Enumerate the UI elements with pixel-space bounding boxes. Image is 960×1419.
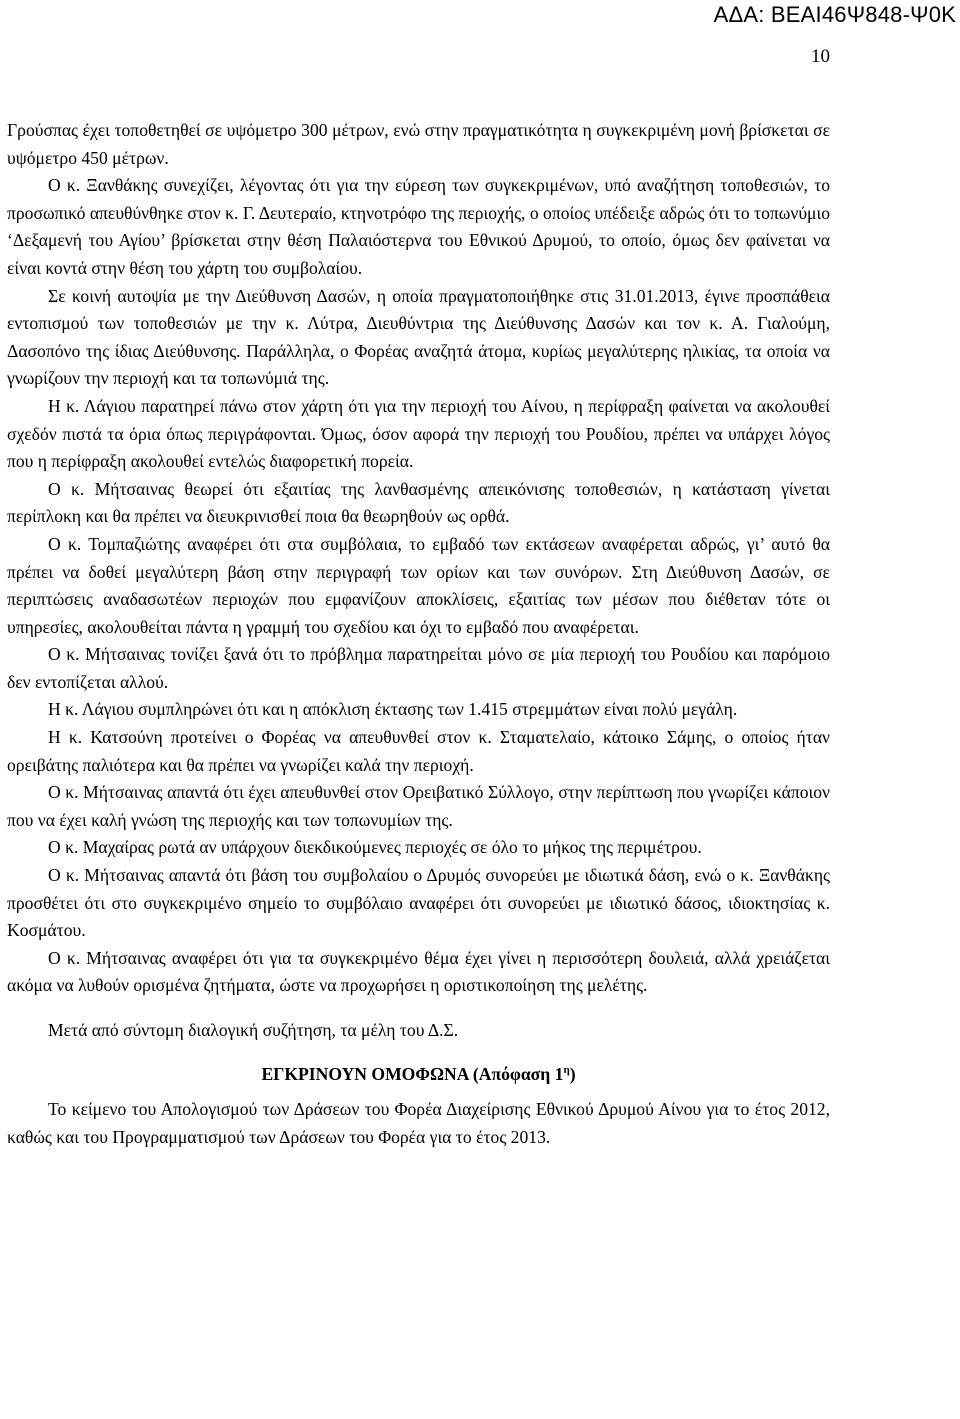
paragraph: Ο κ. Μήτσαινας αναφέρει ότι για τα συγκεκριμένο θέμα έχει γίνει η περισσότερη δουλειά, αλλά χρειάζεται ακόμα να λυθούν ορισμένα ζητήματα, ώστε να προχωρήσει η οριστικοποίηση της μελέτης. xyxy=(7,947,830,996)
paragraph: Ο κ. Μήτσαινας απαντά ότι βάση του συμβολαίου ο Δρυμός συνορεύει με ιδιωτικά δάση, ενώ ο κ. Ξανθάκης προσθέτει ότι στο συγκεκριμένο σημείο το συμβόλαιο αναφέρει ότι συνορεύει με ιδιωτικό δάσος, ιδιοκτησίας κ. Κοσμάτου. xyxy=(7,865,830,941)
decision-heading-close: ) xyxy=(569,1063,576,1084)
paragraph: Σε κοινή αυτοψία με την Διεύθυνση Δασών, η οποία πραγματοποιήθηκε στις 31.01.2013, έγινε προσπάθεια εντοπισμού των τοποθεσιών με την κ. Λύτρα, Διευθύντρια της Διεύθυνσης Δασών και τον κ. Α. Γιαλούμη, Δασοπόνο της ίδιας Διεύθυνσης. Παράλληλα, ο Φορέας αναζητά άτομα, κυρίως μεγαλύτερης ηλικίας, τα οποία να γνωρίζουν την περιοχή και τα τοπωνύμιά της. xyxy=(7,285,830,389)
paragraph: Η κ. Λάγιου συμπληρώνει ότι και η απόκλιση έκτασης των 1.415 στρεμμάτων είναι πολύ μεγάλη. xyxy=(48,699,738,720)
decision-heading-sup: η xyxy=(563,1063,570,1076)
paragraph: Ο κ. Τομπαζιώτης αναφέρει ότι στα συμβόλαια, το εμβαδό των εκτάσεων αναφέρεται αδρώς, γι’ αυτό θα πρέπει να δοθεί μεγαλύτερη βάση στην περιγραφή των ορίων και των συνόρων. Στη Διεύθυνση Δασών, σε περιπτώσεις αναδασωτέων περιοχών που εμφανίζουν αποκλίσεις, εξαιτίας των μέσων που διέθεταν τότε οι υπηρεσίες, ακολουθείται πάντα η γραμμή του σχεδίου και όχι το εμβαδό που αναφέρεται. xyxy=(7,533,830,637)
decision-heading xyxy=(7,1061,830,1089)
paragraph: Ο κ. Μήτσαινας τονίζει ξανά ότι το πρόβλημα παρατηρείται μόνο σε μία περιοχή του Ρουδίου και παρόμοιο δεν εντοπίζεται αλλού. xyxy=(7,644,830,692)
paragraph: Ο κ. Μήτσαινας απαντά ότι έχει απευθυνθεί στον Ορειβατικό Σύλλογο, στην περίπτωση που γνωρίζει κάποιον που να έχει καλή γνώση της περιοχής και των τοπωνυμίων της. xyxy=(7,782,830,830)
paragraph: Ο κ. Ξανθάκης συνεχίζει, λέγοντας ότι για την εύρεση των συγκεκριμένων, υπό αναζήτηση τοποθεσιών, το προσωπικό απευθύνθηκε στον κ. Γ. Δευτεραίο, κτηνοτρόφο της περιοχής, ο οποίος υπέδειξε αδρώς ότι το τοπωνύμιο ‘Δεξαμενή του Αγίου’ βρίσκεται στην θέση Παλαιόστερνα του Εθνικού Δρυμού, το οποίο, όμως δεν φαίνεται να είναι κοντά στην θέση του χάρτη του συμβολαίου. xyxy=(7,175,830,278)
decision-heading-text: ΕΓΚΡΙΝΟΥΝ ΟΜΟΦΩΝΑ (Απόφαση 1 xyxy=(261,1063,564,1084)
paragraph: Ο κ. Μαχαίρας ρωτά αν υπάρχουν διεκδικούμενες περιοχές σε όλο το μήκος της περιμέτρου. xyxy=(48,837,702,858)
paragraph: Ο κ. Μήτσαινας θεωρεί ότι εξαιτίας της λανθασμένης απεικόνισης τοποθεσιών, η κατάσταση γίνεται περίπλοκη και θα πρέπει να διευκρινισθεί ποια θα θεωρηθούν ως ορθά. xyxy=(7,478,830,527)
document-body xyxy=(7,117,830,1151)
paragraph-continuation: Γρούσπας έχει τοποθετηθεί σε υψόμετρο 300 μέτρων, ενώ στην πραγματικότητα η συγκεκριμένη μονή βρίσκεται σε υψόμετρο 450 μέτρων. xyxy=(7,120,830,168)
decision-text: Το κείμενο του Απολογισμού των Δράσεων του Φορέα Διαχείρισης Εθνικού Δρυμού Αίνου για το έτος 2012, καθώς και του Προγραμματισμού των Δράσεων του Φορέα για το έτος 2013. xyxy=(7,1099,830,1147)
ada-code: ΑΔΑ: ΒΕΑΙ46Ψ848-Ψ0Κ xyxy=(713,2,956,27)
paragraph: Η κ. Λάγιου παρατηρεί πάνω στον χάρτη ότι για την περιοχή του Αίνου, η περίφραξη φαίνεται να ακολουθεί σχεδόν πιστά τα όρια όπως περιγράφονται. Όμως, όσον αφορά την περιοχή του Ρουδίου, πρέπει να υπάρχει λόγος που η περίφραξη ακολουθεί εντελώς διαφορετική πορεία. xyxy=(7,395,830,472)
page-number: 10 xyxy=(811,46,830,67)
closing-line: Μετά από σύντομη διαλογική συζήτηση, τα μέλη του Δ.Σ. xyxy=(48,1020,459,1040)
paragraph: Η κ. Κατσούνη προτείνει ο Φορέας να απευθυνθεί στον κ. Σταματελαίο, κάτοικο Σάμης, ο οποίος ήταν ορειβάτης παλιότερα και θα πρέπει να γνωρίζει καλά την περιοχή. xyxy=(7,727,830,775)
